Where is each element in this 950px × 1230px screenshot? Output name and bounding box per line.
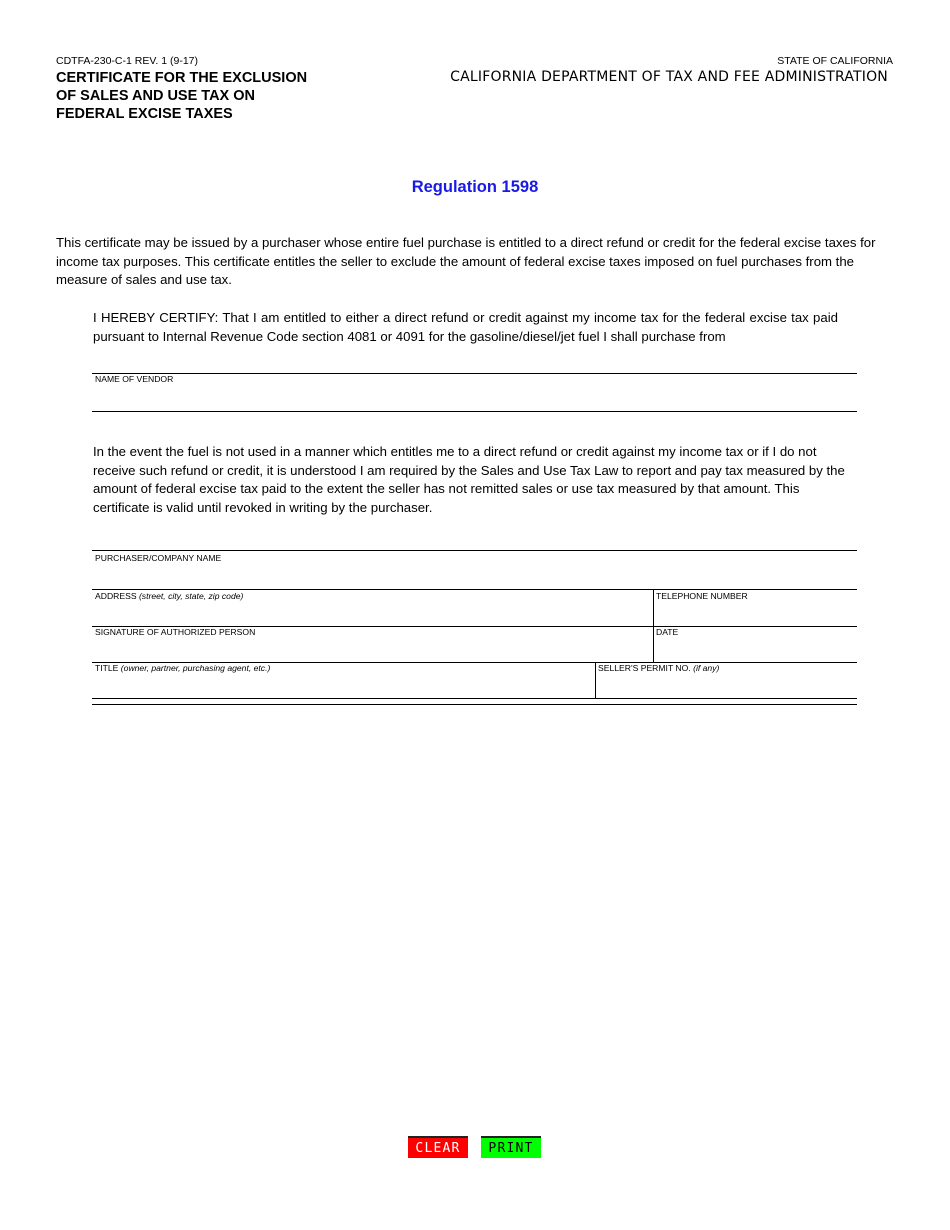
vendor-field-label: NAME OF VENDOR: [95, 374, 174, 384]
regulation-heading: Regulation 1598: [411, 178, 539, 196]
purchaser-field[interactable]: [92, 563, 857, 588]
telephone-field[interactable]: [654, 601, 857, 625]
vendor-field-bottom-rule: [92, 411, 857, 412]
address-label-hint: (street, city, state, zip code): [138, 591, 244, 601]
form-bottom-rule-1: [92, 698, 857, 699]
permit-label-hint: (if any): [693, 663, 720, 673]
title-label-text: TITLE: [95, 663, 119, 673]
print-button[interactable]: PRINT: [481, 1136, 541, 1158]
form-title-line-1: CERTIFICATE FOR THE EXCLUSION: [56, 70, 308, 86]
date-field[interactable]: [654, 637, 857, 661]
clear-button[interactable]: CLEAR: [408, 1136, 468, 1158]
vendor-field-top-rule: [92, 373, 857, 374]
form-title-line-2: OF SALES AND USE TAX ON: [56, 88, 255, 104]
permit-field-label: [598, 663, 719, 673]
signature-field-label: SIGNATURE OF AUTHORIZED PERSON: [95, 627, 256, 637]
date-field-label: DATE: [656, 627, 679, 637]
address-field[interactable]: [92, 601, 652, 625]
form-title-line-3: FEDERAL EXCISE TAXES: [56, 106, 233, 122]
purchaser-top-rule: [92, 550, 857, 551]
certify-paragraph: I HEREBY CERTIFY: That I am entitled to either a direct refund or credit against my income tax for the federal excise tax paid pursuant to Internal Revenue Code section 4081 or 4091 for the gasoline/diesel/jet fuel I shall purchase from: [93, 310, 838, 344]
telephone-field-label: TELEPHONE NUMBER: [656, 591, 748, 601]
intro-paragraph: This certificate may be issued by a purchaser whose entire fuel purchase is entitled to a direct refund or credit for the federal excise taxes for income tax purposes. This certificate entitles the seller to exclude the amount of federal excise taxes imposed on fuel purchases from the measure of sales and use tax.: [56, 235, 876, 287]
form-title: [56, 69, 307, 123]
title-field[interactable]: [92, 673, 594, 697]
address-label-text: ADDRESS: [95, 591, 137, 601]
purchaser-field-label: PURCHASER/COMPANY NAME: [95, 553, 222, 563]
title-field-label: [95, 663, 270, 673]
title-label-hint: (owner, partner, purchasing agent, etc.): [120, 663, 271, 673]
address-top-rule: [92, 589, 857, 590]
vendor-field[interactable]: [92, 384, 857, 410]
department-name: CALIFORNIA DEPARTMENT OF TAX AND FEE ADMINISTRATION: [450, 69, 888, 85]
form-bottom-rule-2: [92, 704, 857, 705]
permit-label-text: SELLER'S PERMIT NO.: [598, 663, 691, 673]
state-label: STATE OF CALIFORNIA: [777, 55, 893, 67]
address-field-label: [95, 591, 243, 601]
permit-field[interactable]: [596, 673, 857, 697]
signature-field[interactable]: [92, 637, 652, 661]
form-id: CDTFA-230-C-1 REV. 1 (9-17): [56, 55, 198, 67]
event-paragraph: In the event the fuel is not used in a manner which entitles me to a direct refund or credit against my income tax or if I do not receive such refund or credit, it is understood I am required by the Sales and Use Tax Law to report and pay tax measured by the amount of federal excise tax paid to the extent the seller has not remitted sales or use tax measured by that amount. This certificate is valid until revoked in writing by the purchaser.: [93, 444, 845, 515]
